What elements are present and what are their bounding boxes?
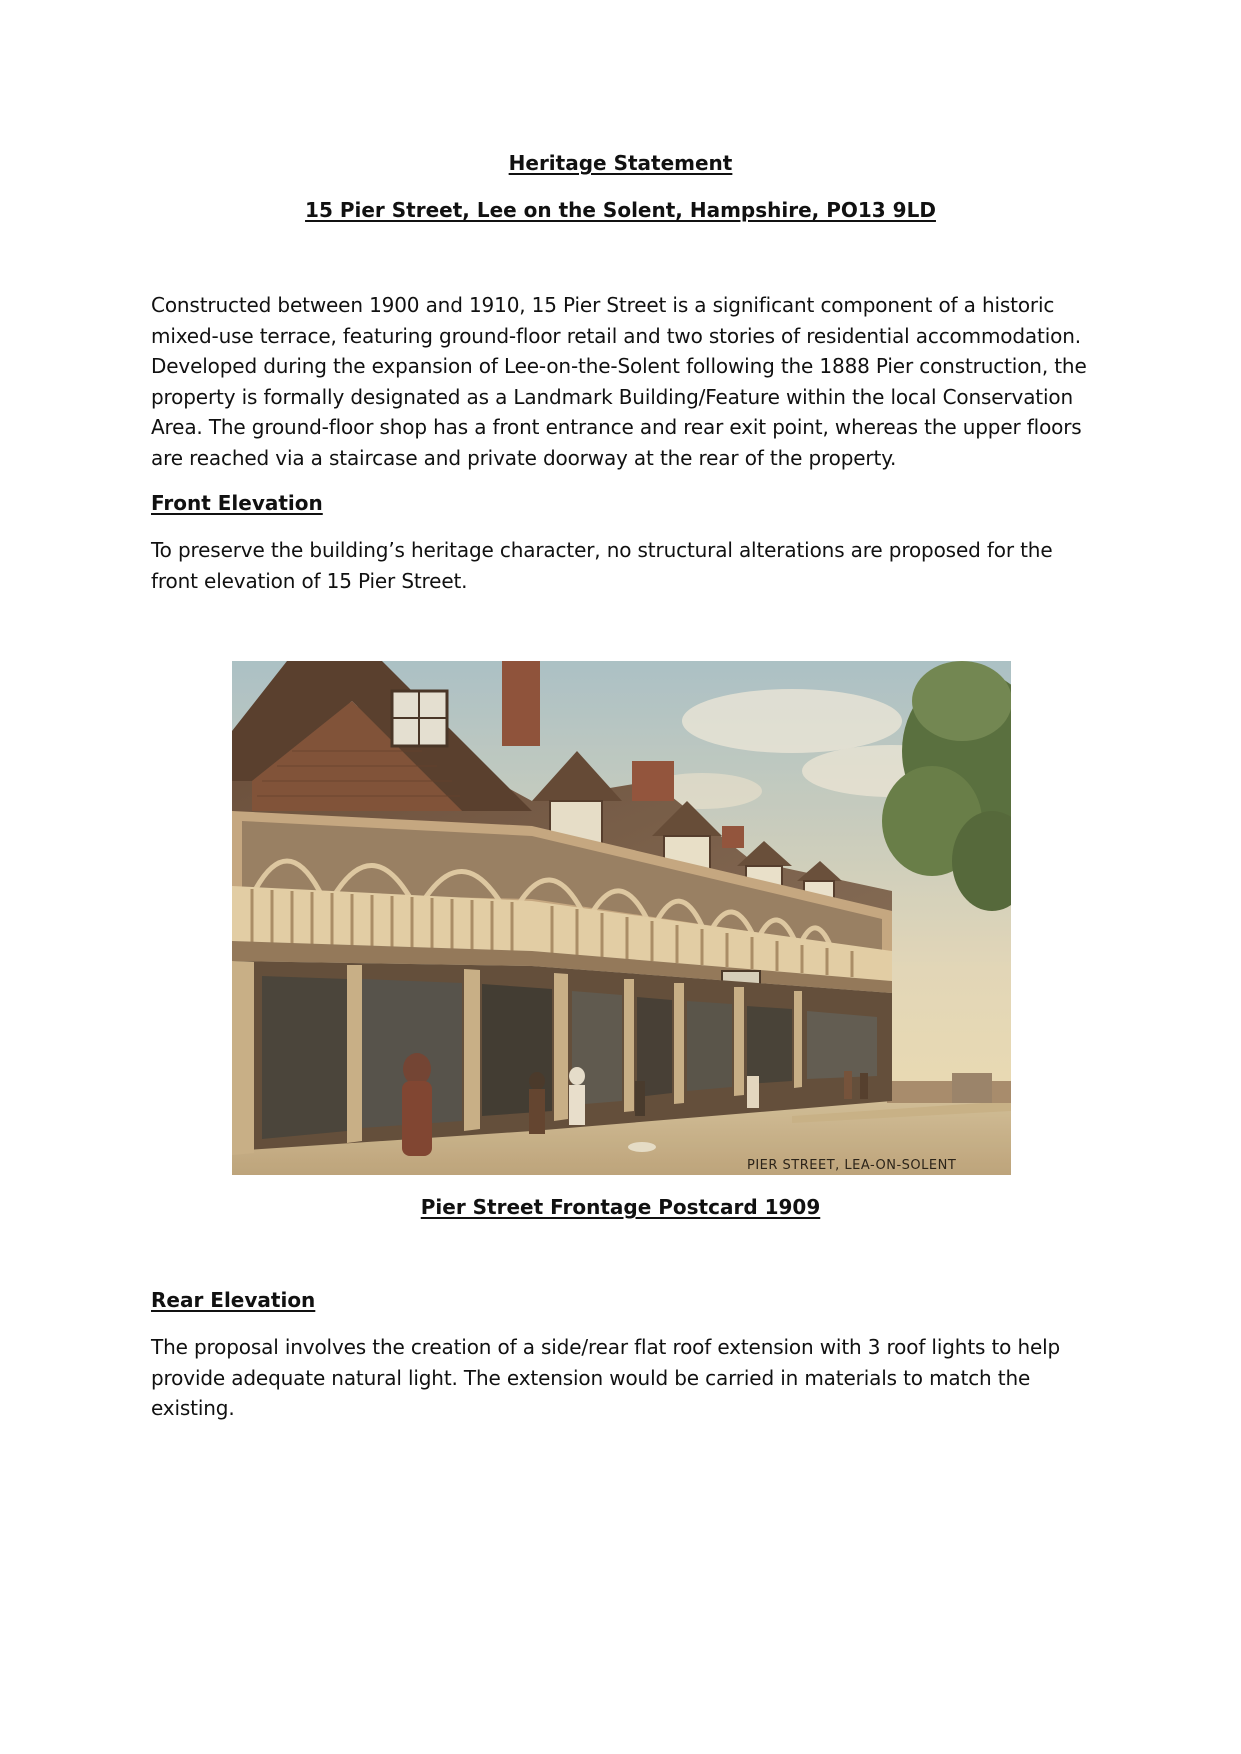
property-address: 15 Pier Street, Lee on the Solent, Hampshire, PO13 9LD [305, 198, 936, 222]
postcard-illustration [232, 661, 1011, 1175]
document-title: Heritage Statement [508, 151, 733, 175]
front-elevation-text: To preserve the building’s heritage character, no structural alterations are proposed for the front elevation of 15 Pier Street. [151, 538, 1053, 593]
rear-elevation-text: The proposal involves the creation of a side/rear flat roof extension with 3 roof lights to help provide adequate natural light. The extension would be carried in materials to match the existing. [151, 1335, 1061, 1420]
postcard-inscription: PIER STREET, LEA-ON-SOLENT [747, 1158, 957, 1173]
front-elevation-heading: Front Elevation [151, 491, 323, 515]
rear-elevation-heading: Rear Elevation [151, 1288, 316, 1312]
postcard-image [232, 661, 1011, 1175]
figure-caption: Pier Street Frontage Postcard 1909 [420, 1195, 821, 1219]
intro-paragraph: Constructed between 1900 and 1910, 15 Pier Street is a significant component of a historic mixed-use terrace, featuring ground-floor retail and two stories of residential accommodation. Developed during the expansion of Lee-on-the-Solent following the 1888 Pier construction, the property is formally designated as a Landmark Building/Feature within the local Conservation Area. The ground-floor shop has a front entrance and rear exit point, whereas the upper floors are reached via a staircase and private doorway at the rear of the property. [151, 293, 1087, 470]
